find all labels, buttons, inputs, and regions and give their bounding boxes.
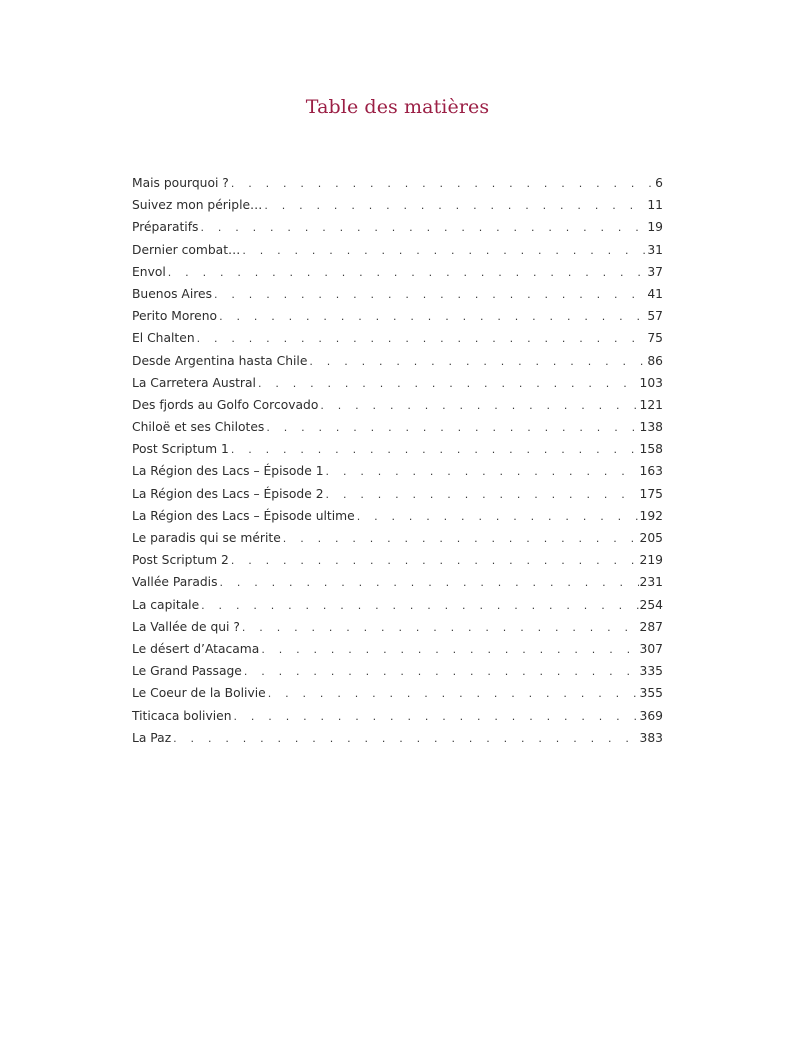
toc-leader-dots <box>261 643 638 656</box>
toc-entry-page-number: 41 <box>647 286 663 301</box>
toc-leader-dots <box>242 244 646 257</box>
toc-entry-title: Post Scriptum 1 <box>132 442 229 457</box>
toc-entry-page-number: 11 <box>647 198 663 213</box>
toc-leader-dots <box>309 355 646 368</box>
toc-leader-dots <box>320 399 638 412</box>
toc-entry-title: Perito Moreno <box>132 309 218 324</box>
toc-entry-title: Mais pourquoi ? <box>132 176 229 190</box>
toc-entry-title: Buenos Aires <box>132 286 213 301</box>
toc-entry-page-number: 158 <box>639 442 663 457</box>
toc-entry-title: Suivez mon périple… <box>132 198 263 213</box>
table-of-contents <box>132 176 663 753</box>
toc-leader-dots <box>244 665 639 678</box>
toc-leader-dots <box>219 310 646 323</box>
toc-entry-page-number: 86 <box>647 353 663 368</box>
toc-entry-title: Chiloë et ses Chilotes <box>132 420 265 435</box>
toc-entry[interactable] <box>132 575 663 597</box>
toc-entry-title: La Vallée de qui ? <box>132 619 240 634</box>
toc-entry-title: Préparatifs <box>132 220 199 235</box>
toc-entry-title: Le désert d’Atacama <box>132 641 260 656</box>
toc-leader-dots <box>231 554 639 567</box>
toc-entry[interactable] <box>132 265 663 287</box>
toc-entry-title: La Région des Lacs – Épisode 1 <box>132 464 324 479</box>
toc-entry[interactable] <box>132 220 663 242</box>
toc-entry-page-number: 75 <box>647 331 663 346</box>
toc-entry-page-number: 19 <box>647 220 663 235</box>
toc-entry-title: La Région des Lacs – Épisode ultime <box>132 508 355 523</box>
toc-leader-dots <box>231 443 639 456</box>
toc-entry-page-number: 287 <box>639 619 663 634</box>
toc-entry-page-number: 138 <box>639 420 663 435</box>
toc-entry[interactable] <box>132 642 663 664</box>
toc-entry[interactable] <box>132 531 663 553</box>
toc-leader-dots <box>231 177 654 190</box>
toc-leader-dots <box>200 221 646 234</box>
toc-leader-dots <box>168 266 647 279</box>
toc-entry-page-number: 57 <box>647 309 663 324</box>
toc-entry[interactable] <box>132 420 663 442</box>
toc-entry-page-number: 103 <box>639 375 663 390</box>
toc-entry-page-number: 369 <box>639 708 663 723</box>
toc-entry[interactable] <box>132 442 663 464</box>
toc-entry[interactable] <box>132 553 663 575</box>
toc-entry-page-number: 307 <box>639 641 663 656</box>
toc-entry[interactable] <box>132 598 663 620</box>
toc-leader-dots <box>201 599 638 612</box>
toc-entry-page-number: 31 <box>647 242 663 257</box>
toc-entry-page-number: 205 <box>639 531 663 545</box>
toc-entry[interactable] <box>132 686 663 708</box>
toc-leader-dots <box>283 532 639 545</box>
toc-entry-title: La capitale <box>132 597 200 612</box>
toc-leader-dots <box>326 488 639 501</box>
toc-entry-page-number: 192 <box>639 508 663 523</box>
toc-leader-dots <box>234 710 639 723</box>
toc-entry-title: Le paradis qui se mérite <box>132 531 281 545</box>
toc-entry-page-number: 383 <box>639 730 663 745</box>
toc-entry[interactable] <box>132 709 663 731</box>
toc-entry-title: La Région des Lacs – Épisode 2 <box>132 486 324 501</box>
toc-leader-dots <box>214 288 646 301</box>
page-title: Table des matières <box>305 96 490 118</box>
toc-entry-title: Post Scriptum 2 <box>132 553 229 568</box>
toc-entry-title: Des fjords au Golfo Corcovado <box>132 397 319 412</box>
toc-entry-title: Desde Argentina hasta Chile <box>132 353 308 368</box>
toc-entry-page-number: 254 <box>639 597 663 612</box>
toc-entry[interactable] <box>132 243 663 265</box>
toc-leader-dots <box>357 510 639 523</box>
toc-entry-title: La Carretera Austral <box>132 375 256 390</box>
toc-entry-page-number: 37 <box>647 264 663 279</box>
toc-entry[interactable] <box>132 509 663 531</box>
toc-entry[interactable] <box>132 376 663 398</box>
toc-leader-dots <box>219 576 638 589</box>
toc-leader-dots <box>242 621 639 634</box>
toc-entry[interactable] <box>132 198 663 220</box>
toc-entry[interactable] <box>132 331 663 353</box>
toc-entry-title: Le Grand Passage <box>132 664 242 679</box>
toc-entry-title: El Chalten <box>132 331 195 346</box>
toc-entry[interactable] <box>132 398 663 420</box>
toc-entry[interactable] <box>132 354 663 376</box>
toc-entry-title: La Paz <box>132 730 172 745</box>
toc-entry-page-number: 219 <box>639 553 663 568</box>
toc-entry[interactable] <box>132 176 663 198</box>
toc-entry-page-number: 6 <box>655 176 663 190</box>
toc-entry-page-number: 163 <box>639 464 663 479</box>
toc-leader-dots <box>264 199 646 212</box>
toc-entry-page-number: 121 <box>639 397 663 412</box>
toc-entry-title: Le Coeur de la Bolivie <box>132 686 266 701</box>
toc-leader-dots <box>173 732 638 745</box>
toc-entry[interactable] <box>132 664 663 686</box>
toc-entry-title: Titicaca bolivien <box>132 708 232 723</box>
toc-leader-dots <box>258 377 639 390</box>
toc-entry-title: Vallée Paradis <box>132 575 218 590</box>
toc-entry-page-number: 175 <box>639 486 663 501</box>
toc-leader-dots <box>197 332 647 345</box>
toc-leader-dots <box>326 465 639 478</box>
toc-entry[interactable] <box>132 287 663 309</box>
toc-entry-page-number: 335 <box>639 664 663 679</box>
toc-leader-dots <box>266 421 638 434</box>
toc-entry[interactable] <box>132 487 663 509</box>
toc-entry[interactable] <box>132 731 663 753</box>
toc-entry-page-number: 231 <box>639 575 663 590</box>
toc-entry[interactable] <box>132 620 663 642</box>
toc-entry-title: Dernier combat… <box>132 242 241 257</box>
toc-entry-page-number: 355 <box>639 686 663 701</box>
toc-entry[interactable] <box>132 309 663 331</box>
toc-entry[interactable] <box>132 464 663 486</box>
toc-leader-dots <box>268 687 639 700</box>
toc-entry-title: Envol <box>132 264 166 279</box>
